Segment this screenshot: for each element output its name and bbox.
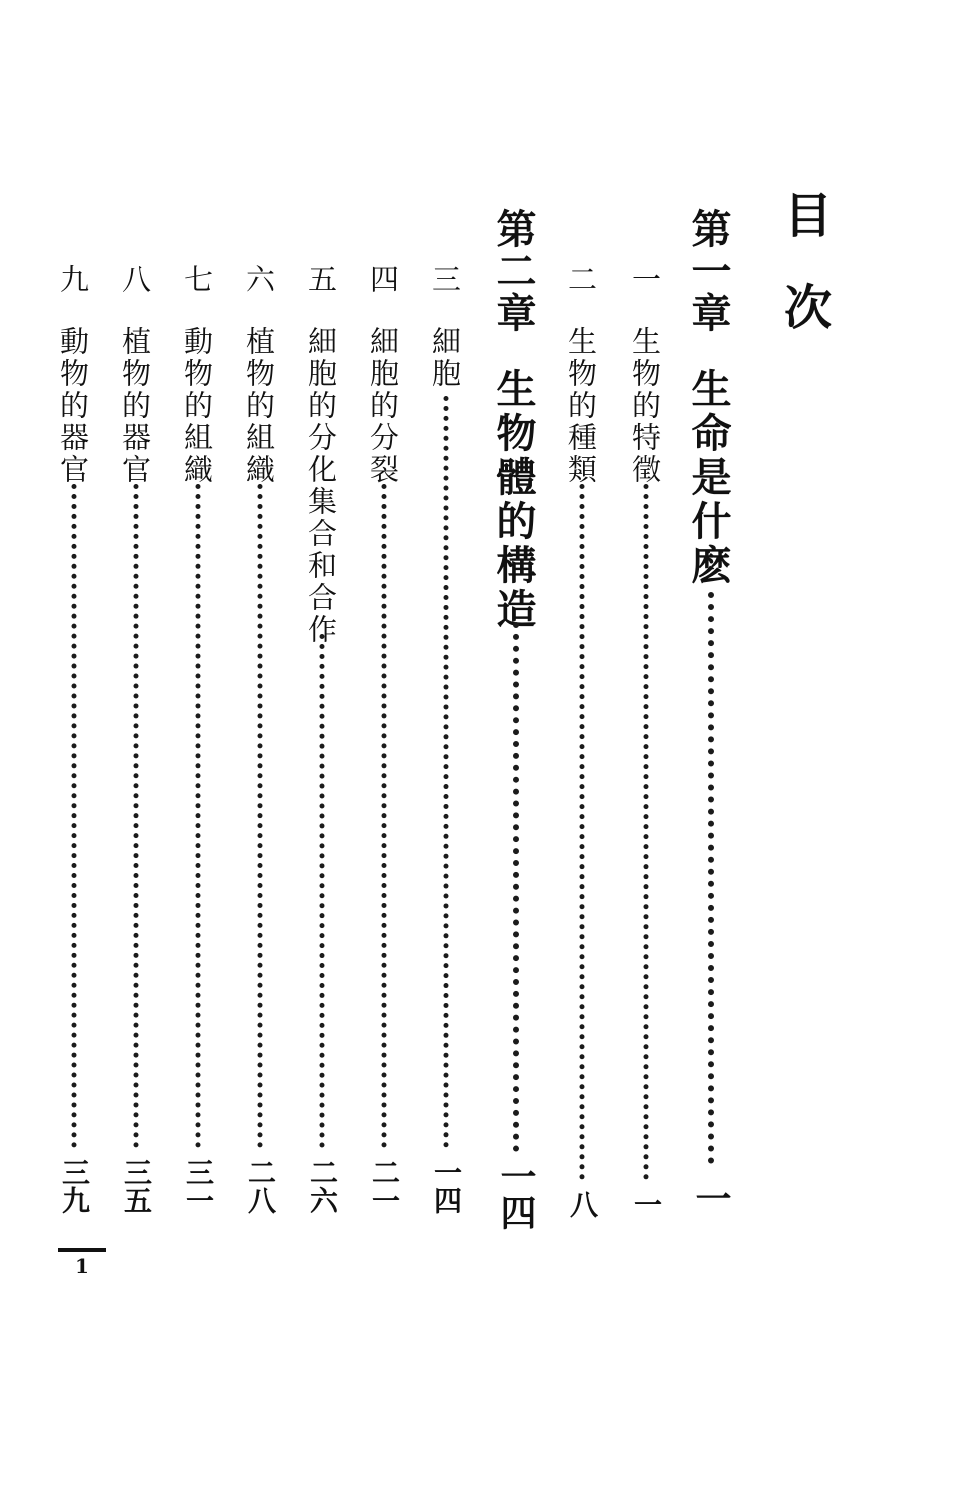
- folio-number: 1: [75, 1254, 89, 1278]
- section-number: 三: [428, 264, 462, 293]
- page-number: 八: [566, 1190, 599, 1218]
- section-title: 生物的種類: [564, 326, 598, 486]
- chapter-title: 生命是什麽: [685, 368, 732, 588]
- toc-heading-char-2: 次: [783, 280, 832, 336]
- toc-entry-section-3[interactable]: [426, 0, 466, 1498]
- dot-leader: [708, 592, 714, 1164]
- section-title: 細胞: [428, 326, 462, 390]
- chapter-label: 第二章: [490, 208, 537, 334]
- section-title: 植物的組織: [242, 326, 276, 486]
- section-number: 七: [180, 264, 214, 293]
- toc-entry-section-1[interactable]: [626, 0, 666, 1498]
- chapter-title: 生物體的構造: [490, 368, 537, 632]
- dot-leader: [196, 484, 201, 1148]
- toc-entry-chapter-2[interactable]: [490, 0, 542, 1498]
- section-number: 一: [628, 264, 662, 293]
- toc-entry-section-6[interactable]: [240, 0, 280, 1498]
- page-number: 一: [690, 1180, 732, 1216]
- toc-entry-section-8[interactable]: [116, 0, 156, 1498]
- page-number: 三九: [58, 1158, 91, 1214]
- section-number: 二: [564, 264, 598, 293]
- toc-entry-section-5[interactable]: [302, 0, 342, 1498]
- section-title: 細胞的分化集合和合作: [304, 326, 338, 646]
- toc-entry-section-4[interactable]: [364, 0, 404, 1498]
- toc-entry-section-2[interactable]: [562, 0, 602, 1498]
- section-title: 植物的器官: [118, 326, 152, 486]
- page-number: 三一: [182, 1158, 215, 1214]
- page-number: 二八: [244, 1158, 277, 1214]
- dot-leader: [444, 396, 449, 1148]
- page-number: 三五: [120, 1158, 153, 1214]
- section-title: 細胞的分裂: [366, 326, 400, 486]
- folio-rule: [58, 1248, 106, 1252]
- section-number: 五: [304, 264, 338, 293]
- section-title: 動物的組織: [180, 326, 214, 486]
- toc-heading-char-1: 目: [783, 188, 832, 244]
- section-number: 六: [242, 264, 276, 293]
- section-title: 動物的器官: [56, 326, 90, 486]
- page-number: 一四: [430, 1158, 463, 1214]
- page-number: 二一: [368, 1158, 401, 1214]
- section-title: 生物的特徵: [628, 326, 662, 486]
- dot-leader: [320, 634, 325, 1148]
- page-number: 一: [630, 1190, 663, 1218]
- section-number: 九: [56, 264, 90, 293]
- toc-entry-section-7[interactable]: [178, 0, 218, 1498]
- dot-leader: [644, 484, 649, 1180]
- page-folio: [58, 1248, 106, 1278]
- chapter-label: 第一章: [685, 208, 732, 334]
- page-number: 一四: [495, 1158, 537, 1230]
- section-number: 四: [366, 264, 400, 293]
- dot-leader: [513, 622, 519, 1152]
- toc-entry-chapter-1[interactable]: [685, 0, 737, 1498]
- section-number: 八: [118, 264, 152, 293]
- dot-leader: [258, 484, 263, 1148]
- dot-leader: [580, 484, 585, 1180]
- page-number: 二六: [306, 1158, 339, 1214]
- dot-leader: [134, 484, 139, 1148]
- dot-leader: [72, 484, 77, 1148]
- dot-leader: [382, 484, 387, 1148]
